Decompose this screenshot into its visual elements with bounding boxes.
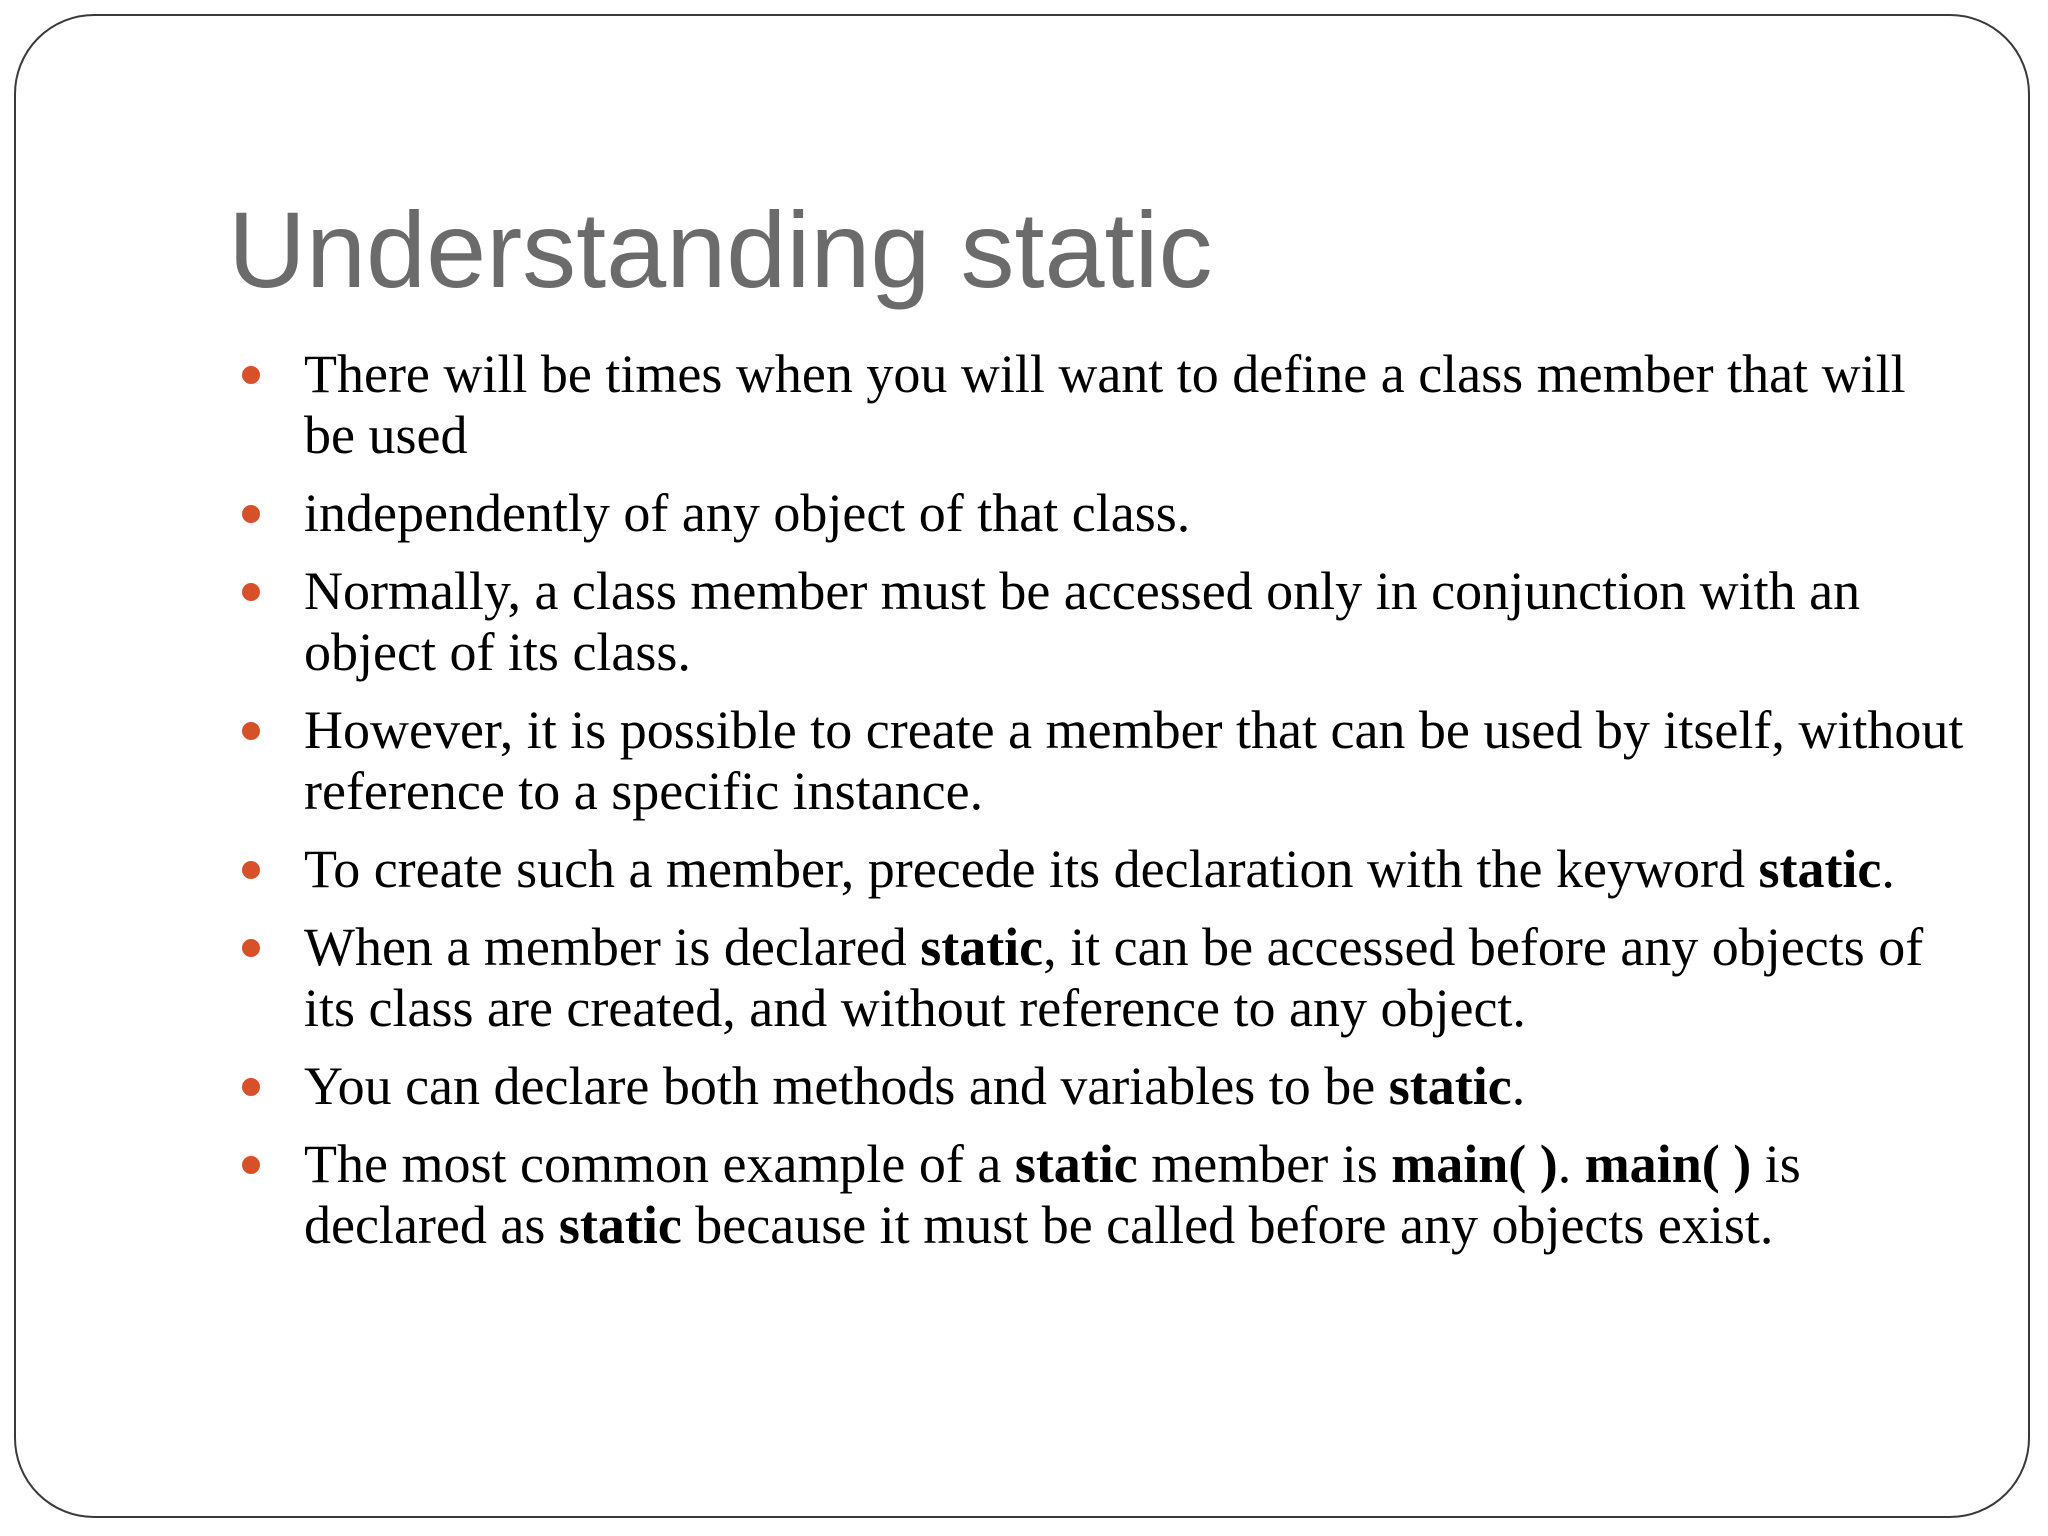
bullet-item (228, 917, 1968, 1039)
bullet-text: There will be times when you will want to define a class member that will be used (304, 344, 1906, 465)
bullet-dot-icon (242, 722, 260, 740)
bullet-dot-icon (242, 861, 260, 879)
bullet-item (228, 344, 1968, 466)
bullet-keyword: main( ) (1391, 1134, 1558, 1194)
bullet-dot-icon (242, 505, 260, 523)
bullet-item (228, 700, 1968, 822)
bullet-text: The most common example of a (304, 1134, 1015, 1194)
slide (14, 14, 2030, 1518)
bullet-keyword: static (1014, 1134, 1138, 1194)
bullet-dot-icon (242, 583, 260, 601)
bullet-text: . (1557, 1134, 1585, 1194)
bullet-text: . (1881, 839, 1895, 899)
bullet-text: To create such a member, precede its declaration with the keyword (304, 839, 1759, 899)
bullet-keyword: static (558, 1195, 682, 1255)
bullet-item (228, 483, 1968, 544)
bullet-dot-icon (242, 366, 260, 384)
bullet-keyword: static (1388, 1056, 1512, 1116)
bullet-text: , it can be accessed before any objects of its class are created, and without reference to any object. (304, 917, 1924, 1038)
bullet-keyword: static (920, 917, 1044, 977)
bullet-item (228, 839, 1968, 900)
bullet-text: member is (1137, 1134, 1392, 1194)
bullet-text: because it must be called before any objects exist. (681, 1195, 1774, 1255)
bullet-keyword: static (1758, 839, 1882, 899)
bullet-list (228, 344, 1968, 1273)
bullet-dot-icon (242, 939, 260, 957)
bullet-text: is declared as (304, 1134, 1801, 1255)
bullet-keyword: main( ) (1584, 1134, 1752, 1194)
bullet-text: However, it is possible to create a member that can be used by itself, without reference to a specific instance. (304, 700, 1964, 821)
bullet-text: . (1511, 1056, 1526, 1116)
bullet-dot-icon (242, 1156, 260, 1174)
bullet-text: When a member is declared (304, 917, 921, 977)
bullet-text: Normally, a class member must be accessed only in conjunction with an object of its class. (304, 561, 1861, 682)
bullet-item (228, 561, 1968, 683)
bullet-item (228, 1056, 1968, 1117)
bullet-text: independently of any object of that class. (304, 483, 1191, 543)
bullet-dot-icon (242, 1078, 260, 1096)
bullet-text: You can declare both methods and variables to be (304, 1056, 1389, 1116)
bullet-item (228, 1134, 1968, 1256)
slide-title: Understanding static (228, 189, 1213, 310)
